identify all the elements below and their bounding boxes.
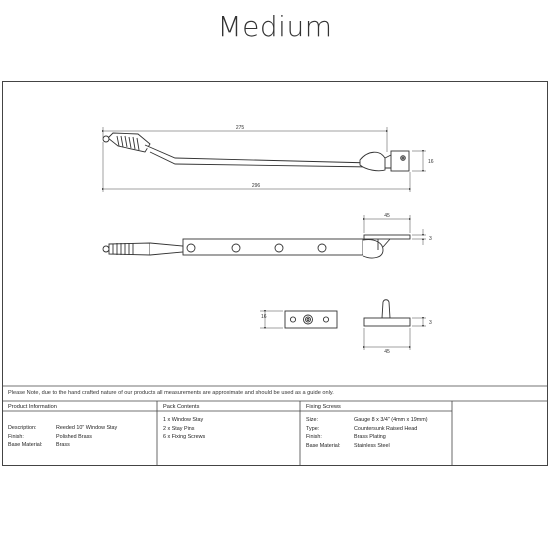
dim-top-length: 275	[235, 125, 245, 131]
product-info-label: Base Material:	[8, 442, 43, 448]
pack-item: 6 x Fixing Screws	[163, 434, 206, 440]
fixing-screws-header: Fixing Screws	[306, 404, 341, 410]
dim-pin-thickness: 3	[429, 320, 432, 326]
fixing-screws-values	[354, 416, 428, 450]
fixing-screws-label: Type:	[306, 425, 320, 432]
pack-contents-list	[163, 416, 205, 442]
disclaimer-note: Please Note, due to the hand crafted nature of our products all measurements are approximate and should be used as a guide only.	[8, 390, 334, 396]
fixing-screws-label: Size:	[306, 417, 318, 423]
fixing-screws-value: Countersunk Raised Head	[354, 425, 418, 432]
pin-plate	[285, 311, 337, 328]
product-info-value: Reeded 10" Window Stay	[56, 425, 118, 431]
pack-item: 1 x Window Stay	[163, 417, 204, 423]
pack-item: 2 x Stay Pins	[163, 425, 195, 432]
product-info-header: Product Information	[8, 404, 57, 410]
product-info-labels	[8, 424, 42, 450]
fixing-screws-value: Stainless Steel	[354, 442, 390, 449]
pack-contents-header: Pack Contents	[163, 404, 200, 410]
product-info-label: Finish:	[8, 433, 24, 440]
dim-overall-length: 296	[251, 183, 261, 189]
pin-side	[364, 300, 410, 326]
dim-stay-width: 45	[384, 213, 390, 219]
dim-plate-height: 16	[261, 314, 267, 320]
product-info-label: Description:	[8, 425, 37, 431]
product-info-values	[56, 424, 117, 450]
product-info-value: Brass	[56, 442, 70, 448]
dim-stay-thickness: 3	[429, 236, 432, 242]
product-info-value: Polished Brass	[56, 433, 92, 440]
fixing-screws-value: Gauge 8 x 3/4" (4mm x 19mm)	[354, 417, 428, 423]
fixing-screws-label: Base Material:	[306, 442, 341, 449]
page-title: Medium	[217, 10, 333, 43]
fixing-screws-labels	[306, 416, 340, 450]
fixing-screws-label: Finish:	[306, 434, 322, 440]
stay-top-view	[103, 133, 409, 171]
stay-side-view	[103, 235, 410, 258]
fixing-screws-value: Brass Plating	[354, 434, 386, 440]
dim-top-height: 16	[428, 159, 434, 165]
dim-pin-width: 45	[384, 349, 390, 355]
